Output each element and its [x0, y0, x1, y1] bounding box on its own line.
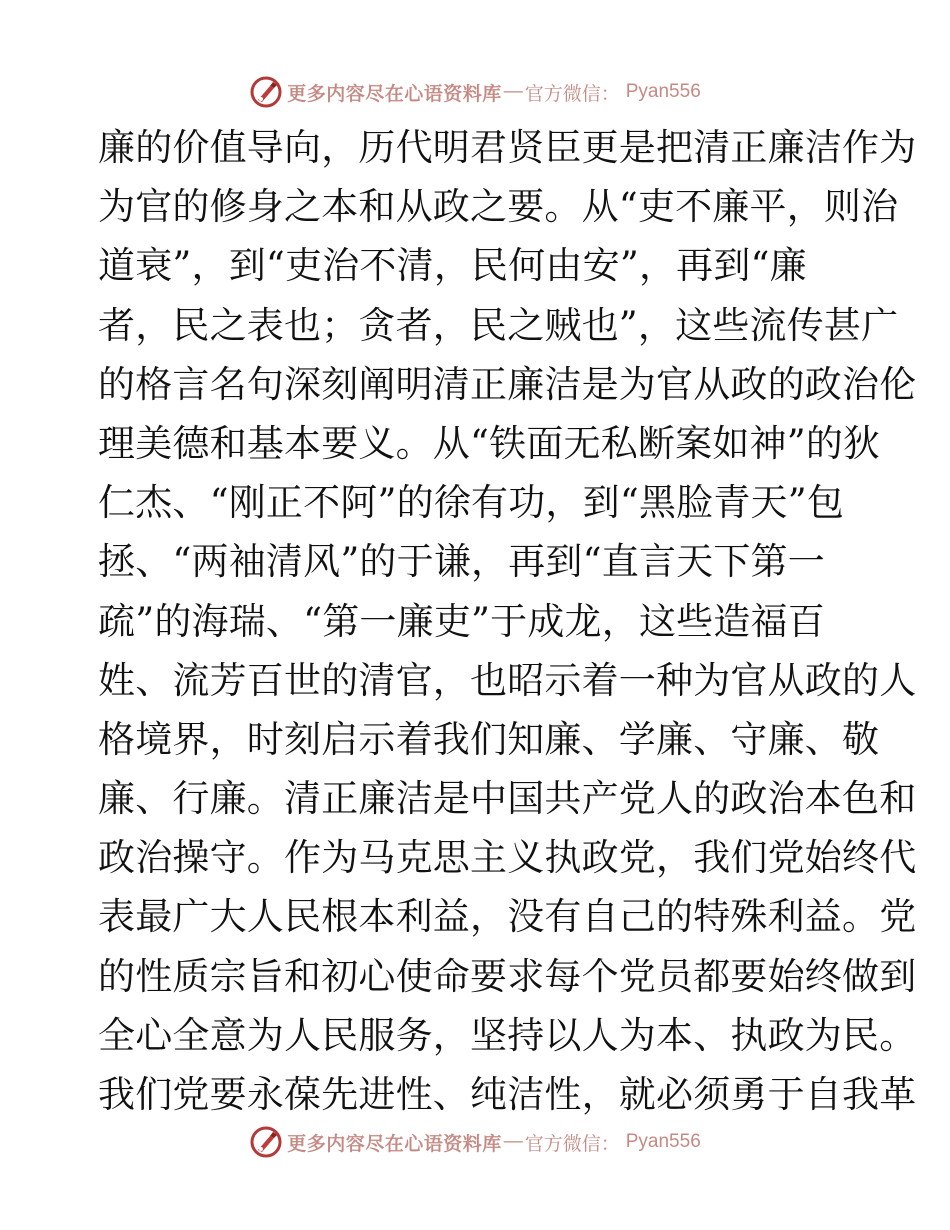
body-line: 廉的价值导向，历代明君贤臣更是把清正廉洁作为 [98, 126, 917, 169]
body-line: 的性质宗旨和初心使命要求每个党员都要始终做到 [98, 954, 917, 998]
watermark-wechat-label: 官方微信： [524, 82, 620, 105]
pen-nib-logo-icon [249, 1125, 283, 1159]
body-line: 的格言名句深刻阐明清正廉洁是为官从政的政治伦 [98, 362, 917, 406]
watermark-separator: — [503, 1131, 523, 1152]
body-line: 表最广大人民根本利益，没有自己的特殊利益。党 [98, 895, 917, 939]
footer-watermark [0, 1122, 950, 1162]
watermark-wechat-id: Pyan556 [625, 1131, 701, 1152]
header-watermark [0, 72, 950, 112]
body-line: 仁杰、“刚正不阿”的徐有功，到“黑脸青天”包 [98, 481, 845, 525]
body-line: 道衰”，到“吏治不清，民何由安”，再到“廉 [98, 244, 807, 288]
body-line: 我们党要永葆先进性、纯洁性，就必须勇于自我革 [98, 1073, 917, 1116]
pen-nib-logo-icon [249, 75, 283, 109]
body-line: 为官的修身之本和从政之要。从“吏不廉平，则治 [98, 185, 899, 229]
document-body [98, 118, 917, 1124]
watermark-wechat-label: 官方微信： [524, 1132, 620, 1155]
body-line: 廉、行廉。清正廉洁是中国共产党人的政治本色和 [98, 777, 917, 821]
body-line: 疏”的海瑞、“第一廉吏”于成龙，这些造福百 [98, 599, 825, 643]
watermark-site-text: 更多内容尽在心语资料库 [287, 82, 502, 105]
watermark-site-text: 更多内容尽在心语资料库 [287, 1132, 502, 1155]
body-line: 姓、流芳百世的清官，也昭示着一种为官从政的人 [98, 658, 917, 702]
body-line: 格境界，时刻启示着我们知廉、学廉、守廉、敬 [98, 717, 880, 761]
body-line: 拯、“两袖清风”的于谦，再到“直言天下第一 [98, 540, 825, 584]
watermark-wechat-id: Pyan556 [625, 81, 701, 102]
body-line: 全心全意为人民服务，坚持以人为本、执政为民。 [98, 1013, 917, 1057]
watermark-separator: — [503, 81, 523, 102]
body-line: 理美德和基本要义。从“铁面无私断案如神”的狄 [98, 421, 881, 465]
body-line: 者，民之表也；贪者，民之贼也”，这些流传甚广 [98, 303, 899, 347]
body-line: 政治操守。作为马克思主义执政党，我们党始终代 [98, 836, 917, 880]
